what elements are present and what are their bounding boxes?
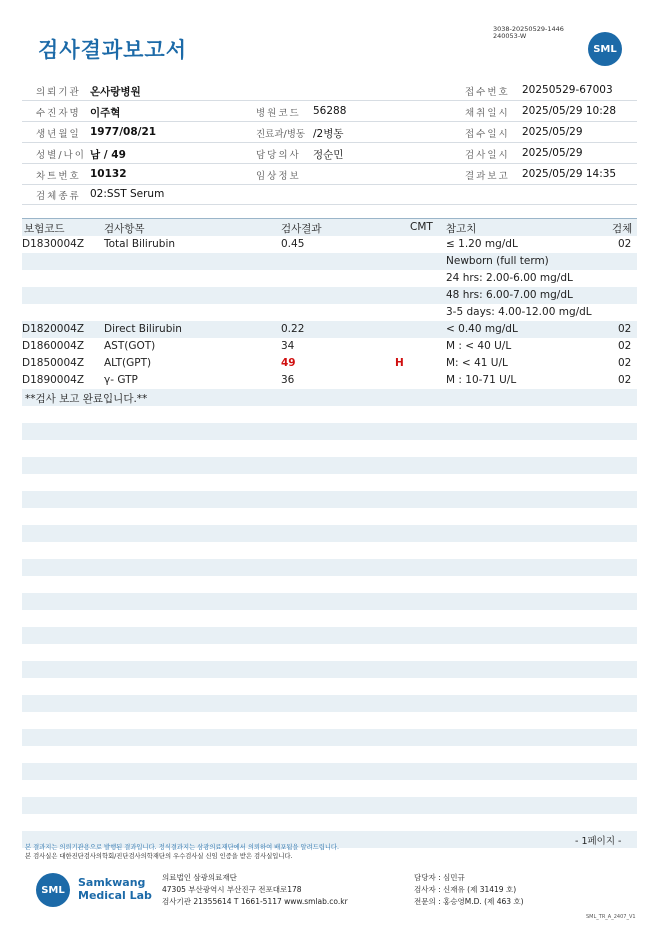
footer-note-1: 본 결과지는 의뢰기관용으로 발행된 결과입니다. 정식결과지는 삼광의료재단에서 의뢰하여 배포됨을 알려드립니다. [25,844,339,851]
end-note: **검사 보고 완료입니다.** [25,393,148,405]
sml-logo: SML [588,32,622,66]
cell-ref: 48 hrs: 6.00-7.00 mg/dL [446,289,573,301]
table-row [22,321,637,338]
table-row [22,287,637,304]
table-row [22,355,637,372]
table-row [22,338,637,355]
end-note-row [22,389,637,406]
cell-specimen: 02 [618,238,632,250]
cell-ref: 24 hrs: 2.00-6.00 mg/dL [446,272,573,284]
table-stripe [22,695,637,712]
cell-code: D1890004Z [22,374,85,386]
cell-ref: 3-5 days: 4.00-12.00 mg/dL [446,306,592,318]
cell-item: Total Bilirubin [104,238,176,250]
table-row [22,236,637,253]
cell-result: 49 [281,357,296,369]
results-table-header [22,218,637,236]
cell-item: AST(GOT) [104,340,156,352]
page-number: - 1페이지 - [575,836,622,847]
table-row [22,372,637,389]
col-item: 검사항목 [104,223,145,235]
table-stripe [22,661,637,678]
cell-code: D1850004Z [22,357,85,369]
cell-specimen: 02 [618,357,632,369]
page-title: 검사결과보고서 [38,38,188,62]
col-cmt: CMT [410,221,433,233]
table-stripe [22,593,637,610]
table-stripe [22,627,637,644]
cell-specimen: 02 [618,323,632,335]
cell-specimen: 02 [618,340,632,352]
cell-ref: M : < 40 U/L [446,340,512,352]
cell-ref: Newborn (full term) [446,255,549,267]
cell-specimen: 02 [618,374,632,386]
cell-flag: H [395,357,404,369]
col-code: 보험코드 [24,223,65,235]
cell-code: D1820004Z [22,323,85,335]
table-stripe [22,457,637,474]
org-address: 의료법인 삼광의료재단 47305 부산광역시 부산진구 전포대로178 검사기관 21355614 T 1661-5117 www.smlab.co.kr [162,873,348,906]
footer-note-2: 본 검사실은 대한진단검사의학회/진단검사의학재단의 우수검사실 신임 인증을 받은 검사실입니다. [25,853,293,860]
cell-item: Direct Bilirubin [104,323,182,335]
col-specimen: 검체 [612,223,633,235]
table-stripe [22,491,637,508]
table-stripe [22,559,637,576]
header-row-3: 생년월일 1977/08/21 진료과/병동 /2병동 접수일시 2025/05/29 [22,122,637,143]
header-row-5: 차트번호 10132 임상정보 결과보고 2025/05/29 14:35 [22,164,637,185]
cell-ref: M: < 41 U/L [446,357,508,369]
staff-info: 담당자 : 심민규 검사자 : 신재유 (제 31419 호) 전문의 : 홍승영M.D. (제 463 호) [414,873,524,906]
cell-item: ALT(GPT) [104,357,152,369]
table-row [22,304,637,321]
table-stripe [22,729,637,746]
col-result: 검사결과 [281,223,322,235]
cell-result: 36 [281,374,295,386]
header-row-4: 성별/나이 남 / 49 담당의사 정순민 검사일시 2025/05/29 [22,143,637,164]
cell-result: 0.45 [281,238,305,250]
cell-ref: ≤ 1.20 mg/dL [446,238,518,250]
table-stripe [22,525,637,542]
header-row-6: 검체종류 02:SST Serum [22,184,637,205]
cell-result: 0.22 [281,323,305,335]
header-row-2: 수진자명 이주혁 병원코드 56288 채취일시 2025/05/29 10:28 [22,101,637,122]
form-code: SML_TR_A_2407_V1 [586,914,636,920]
sml-logo-footer: SML [36,873,70,907]
org-name: Samkwang Medical Lab [78,876,152,902]
table-row [22,253,637,270]
header-row-1: 의뢰기관 온사랑병원 접수번호 20250529-67003 [22,80,637,101]
col-ref: 참고치 [446,223,477,235]
cell-code: D1830004Z [22,238,85,250]
table-row [22,270,637,287]
table-stripe [22,423,637,440]
cell-code: D1860004Z [22,340,85,352]
cell-item: γ- GTP [104,374,138,386]
cell-ref: < 0.40 mg/dL [446,323,518,335]
cell-ref: M : 10-71 U/L [446,374,517,386]
table-stripe [22,763,637,780]
cell-result: 34 [281,340,295,352]
table-stripe [22,797,637,814]
document-id: 3038-20250529-1446 240053-W [493,25,564,40]
